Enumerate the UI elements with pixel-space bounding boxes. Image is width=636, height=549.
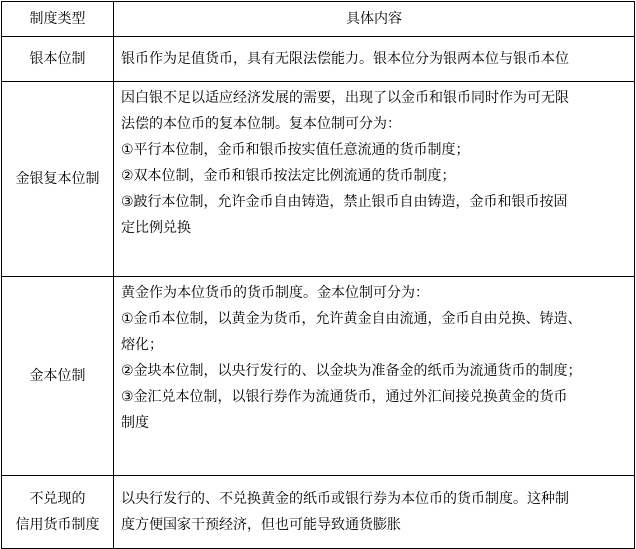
content-cell-gold-standard	[114, 277, 635, 476]
content-cell-bimetallic-standard	[114, 82, 635, 277]
content-line: ①平行本位制，金币和银币按实值任意流通的货币制度；	[121, 142, 470, 158]
content-line: ③金汇兑本位制，以银行券作为流通货币，通过外汇间接兑换黄金的货币	[121, 389, 568, 405]
header-content: 具体内容	[114, 2, 635, 37]
content-line: 黄金作为本位货币的货币制度。金本位制可分为：	[121, 285, 429, 301]
type-cell-bimetallic-standard: 金银复本位制	[2, 82, 114, 277]
content-line: 制度	[121, 415, 149, 431]
content-line: 定比例兑换	[121, 220, 191, 236]
content-cell-fiat-money-system	[114, 476, 635, 549]
content-line: ②双本位制，金币和银币按法定比例流通的货币制度；	[121, 168, 456, 184]
header-type: 制度类型	[2, 2, 114, 37]
content-line: 度方便国家干预经济，但也可能导致通货膨胀	[121, 517, 401, 533]
content-line: 银币作为足值货币，具有无限法偿能力。银本位分为银两本位与银币本位	[121, 51, 569, 67]
table-row	[2, 476, 635, 549]
type-line: 信用货币制度	[15, 517, 100, 533]
table-row	[2, 37, 635, 82]
type-line: 不兑现的	[29, 491, 86, 507]
type-cell-fiat-money-system	[2, 476, 114, 549]
content-cell-silver-standard	[114, 37, 635, 82]
monetary-system-table	[1, 1, 635, 549]
type-cell-gold-standard: 金本位制	[2, 277, 114, 476]
content-line: 以央行发行的、不兑换黄金的纸币或银行券为本位币的货币制度。这种制	[121, 491, 569, 507]
table-row	[2, 277, 635, 476]
content-line: 熔化；	[121, 337, 163, 353]
header-row	[2, 2, 635, 37]
content-line: ③跛行本位制，允许金币自由铸造，禁止银币自由铸造，金币和银币按固	[121, 194, 568, 210]
content-line: ①金币本位制，以黄金为货币，允许黄金自由流通，金币自由兑换、铸造、	[121, 311, 582, 327]
content-line: ②金块本位制，以央行发行的、以金块为准备金的纸币为流通货币的制度；	[121, 363, 582, 379]
content-line: 因白银不足以适应经济发展的需要，出现了以金币和银币同时作为可无限	[121, 90, 569, 106]
type-cell-silver-standard: 银本位制	[2, 37, 114, 82]
content-line: 法偿的本位币的复本位制。复本位制可分为：	[121, 116, 401, 132]
table-row	[2, 82, 635, 277]
